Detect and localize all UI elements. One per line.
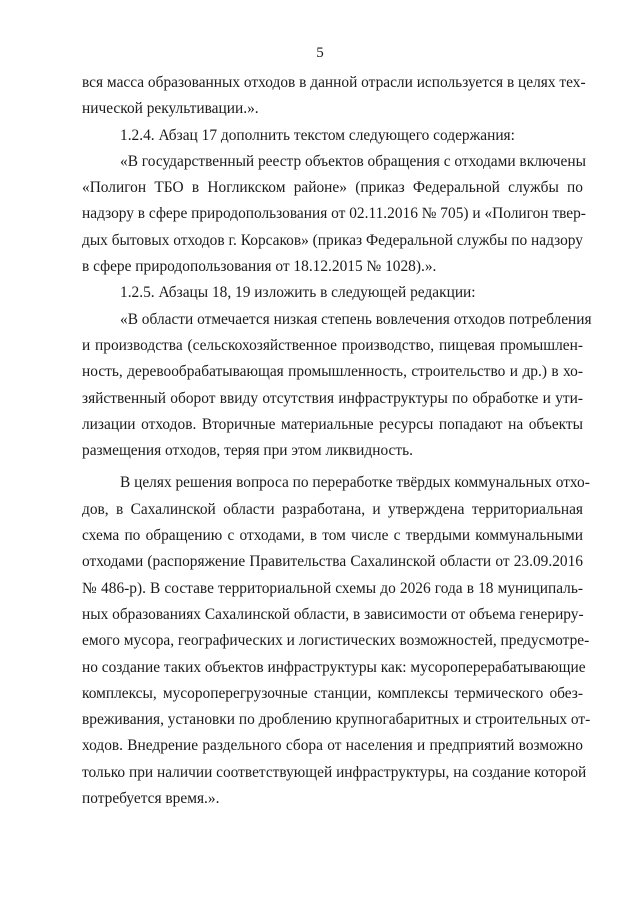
text-line: вреживания, установки по дроблению крупногабаритных и строительных от- [82, 711, 591, 729]
text-line: дых бытовых отходов г. Корсаков» (приказ Федеральной службы по надзору [82, 231, 583, 249]
text-line: и производства (сельскохозяйственное производство, пищевая промышлен- [82, 336, 583, 354]
text-line: В целях решения вопроса по переработке твёрдых коммунальных отхо- [120, 474, 590, 492]
text-line: нической рекультивации.». [82, 100, 259, 118]
text-line: № 486-р). В составе территориальной схемы до 2026 года в 18 муниципаль- [82, 579, 583, 597]
text-line: в сфере природопользования от 18.12.2015 № 1028).». [82, 258, 437, 276]
text-line: дов, в Сахалинской области разработана, и утверждена территориальная [82, 500, 583, 518]
text-line: только при наличии соответствующей инфраструктуры, на создание которой [82, 763, 587, 781]
text-line: ность, деревообрабатывающая промышленность, строительство и др.) в хо- [82, 363, 583, 381]
text-line: размещения отходов, теряя при этом ликвидность. [82, 442, 413, 460]
text-line: 1.2.4. Абзац 17 дополнить текстом следующего содержания: [120, 126, 515, 144]
document-body [82, 70, 592, 812]
text-line: надзору в сфере природопользования от 02.11.2016 № 705) и «Полигон твер- [82, 205, 586, 223]
text-line: 1.2.5. Абзацы 18, 19 изложить в следующей редакции: [120, 284, 476, 302]
text-line: лизации отходов. Вторичные материальные ресурсы попадают на объекты [82, 415, 583, 433]
text-line: «В области отмечается низкая степень вовлечения отходов потребления [120, 310, 592, 328]
text-line: «Полигон ТБО в Ногликском районе» (приказ Федеральной службы по [82, 179, 583, 197]
text-line: «В государственный реестр объектов обращения с отходами включены [120, 152, 586, 170]
text-line: комплексы, мусороперегрузочные станции, комплексы термического обез- [82, 684, 583, 702]
text-line: но создание таких объектов инфраструктуры как: мусороперерабатывающие [82, 658, 586, 676]
text-line: потребуется время.». [82, 790, 220, 808]
text-line: ных образованиях Сахалинской области, в зависимости от объема генериру- [82, 605, 584, 623]
text-line: вся масса образованных отходов в данной отрасли используется в целях тех- [82, 74, 586, 91]
text-line: схема по обращению с отходами, в том числе с твердыми коммунальными [82, 527, 583, 545]
page-number: 5 [316, 45, 324, 61]
text-line: емого мусора, географических и логистических возможностей, предусмотре- [82, 632, 590, 650]
text-line: отходами (распоряжение Правительства Сахалинской области от 23.09.2016 [82, 553, 583, 571]
text-line: ходов. Внедрение раздельного сбора от населения и предприятий возможно [82, 737, 583, 755]
text-line: зяйственный оборот ввиду отсутствия инфраструктуры по обработке и ути- [82, 389, 583, 407]
